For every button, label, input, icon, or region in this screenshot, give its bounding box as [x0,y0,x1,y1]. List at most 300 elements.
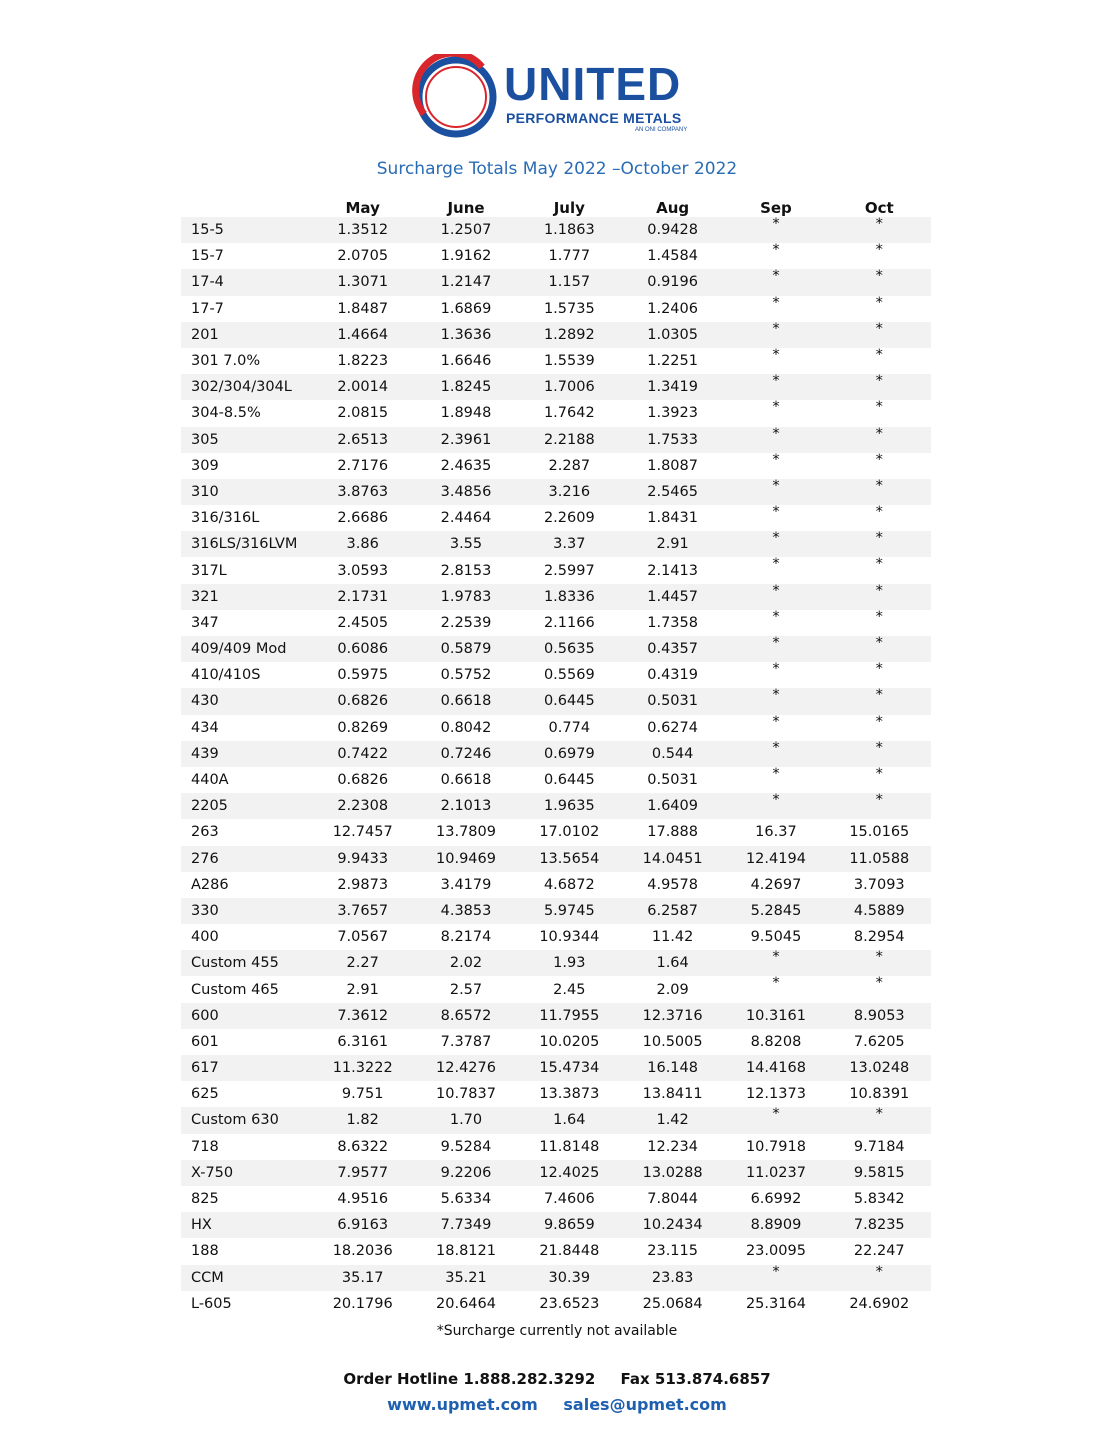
surcharge-cell: 8.9053 [828,1003,931,1029]
table-row [181,819,931,845]
table-row [181,400,931,426]
table-row [181,1160,931,1186]
surcharge-cell: 2.6513 [311,427,414,453]
grade-cell: 301 7.0% [191,353,261,370]
grade-cell: 15-7 [191,248,224,265]
surcharge-cell: 35.17 [311,1265,414,1291]
surcharge-cell: 3.55 [414,531,517,557]
table-row [181,1003,931,1029]
table-row [181,662,931,688]
table-row [181,1055,931,1081]
table-row [181,1029,931,1055]
surcharge-cell: 0.774 [548,719,591,736]
grade-cell: 440A [191,772,229,789]
surcharge-cell: * [772,504,780,521]
table-row [181,767,931,793]
table-row [181,976,931,1002]
surcharge-cell: 2.1731 [311,584,414,610]
table-row [181,636,931,662]
grade-cell: 309 [191,457,219,474]
surcharge-cell: 1.7533 [621,427,724,453]
surcharge-cell: 10.7837 [436,1086,496,1103]
grade-cell: 201 [181,322,311,348]
surcharge-cell: 0.6274 [647,719,698,736]
grade-cell: 310 [181,479,311,505]
surcharge-cell: 20.1796 [332,1295,393,1312]
table-row [181,1081,931,1107]
surcharge-cell: 13.5654 [518,846,621,872]
surcharge-cell: 10.2434 [621,1212,724,1238]
surcharge-cell: 1.93 [518,950,621,976]
grade-cell: 330 [181,898,311,924]
grade-cell: 347 [191,614,219,631]
surcharge-cell: 13.0248 [828,1055,931,1081]
surcharge-cell: 1.8336 [518,584,621,610]
surcharge-cell: 1.7358 [647,614,698,631]
surcharge-cell: 18.2036 [332,1243,393,1260]
surcharge-cell: 23.83 [621,1265,724,1291]
website-link[interactable]: www.upmet.com [387,1395,538,1414]
surcharge-cell: 2.287 [548,457,591,474]
surcharge-cell: 15.0165 [849,824,910,841]
grade-cell: 321 [181,584,311,610]
surcharge-cell: 0.544 [621,741,724,767]
surcharge-cell: 20.6464 [436,1295,496,1312]
surcharge-cell: 1.3636 [414,322,517,348]
surcharge-cell: 11.8148 [539,1138,600,1155]
surcharge-cell: 2.91 [346,981,379,998]
surcharge-cell: 1.2147 [414,269,517,295]
surcharge-cell: 6.6992 [750,1191,802,1208]
footnote: *Surcharge currently not available [436,1323,678,1339]
surcharge-cell: 2.8153 [440,562,492,579]
grade-cell: Custom 630 [181,1107,311,1133]
surcharge-cell: 2.57 [449,981,483,998]
surcharge-cell: 3.216 [518,479,621,505]
surcharge-cell: * [875,713,883,730]
surcharge-cell: 17.0102 [539,824,600,841]
grade-cell: L-605 [191,1295,232,1312]
surcharge-cell: 5.2845 [724,898,827,924]
grade-cell: 305 [181,427,311,453]
surcharge-cell: * [828,531,931,557]
surcharge-cell: 7.3787 [440,1033,492,1050]
surcharge-cell: 1.64 [518,1107,621,1133]
surcharge-cell: 12.4025 [518,1160,621,1186]
surcharge-cell: * [772,242,780,259]
surcharge-cell: 0.4319 [647,667,698,684]
surcharge-cell: 0.7422 [311,741,414,767]
grade-cell: 276 [181,846,311,872]
surcharge-cell: 3.37 [518,531,621,557]
surcharge-cell: 3.86 [311,531,414,557]
grade-cell: 17-4 [181,269,311,295]
surcharge-cell: 11.42 [651,929,694,946]
grade-cell: 600 [181,1003,311,1029]
grade-cell: 601 [191,1033,219,1050]
surcharge-cell: * [828,427,931,453]
table-row [181,479,931,505]
surcharge-cell: * [772,765,780,782]
surcharge-cell: * [828,688,931,714]
surcharge-cell: * [772,661,780,678]
surcharge-cell: 9.5045 [750,929,802,946]
surcharge-cell: * [724,636,827,662]
surcharge-cell: 3.0593 [337,562,389,579]
surcharge-cell: 25.0684 [642,1295,703,1312]
surcharge-cell: 7.3612 [311,1003,414,1029]
surcharge-cell: 2.27 [311,950,414,976]
column-header: Aug [656,199,690,217]
surcharge-cell: * [828,374,931,400]
table-row [181,1291,931,1317]
surcharge-cell: * [828,322,931,348]
surcharge-cell: 8.2174 [440,929,492,946]
surcharge-cell: 1.157 [518,269,621,295]
surcharge-cell: 14.0451 [621,846,724,872]
surcharge-cell: 1.8087 [647,457,698,474]
grade-cell: 188 [191,1243,219,1260]
grade-cell: HX [181,1212,311,1238]
surcharge-cell: 2.09 [656,981,689,998]
surcharge-cell: 1.7642 [543,405,595,422]
surcharge-cell: 12.3716 [621,1003,724,1029]
surcharge-cell: 0.5031 [647,772,698,789]
surcharge-cell: 2.02 [414,950,517,976]
surcharge-cell: 1.2892 [518,322,621,348]
table-row [181,715,931,741]
surcharge-cell: 10.8391 [849,1086,910,1103]
grade-cell: 825 [191,1191,219,1208]
grade-cell: 409/409 Mod [181,636,311,662]
grade-cell: 263 [191,824,219,841]
surcharge-cell: 2.45 [553,981,586,998]
surcharge-cell: * [875,451,883,468]
surcharge-cell: 0.4357 [621,636,724,662]
surcharge-cell: 10.3161 [724,1003,827,1029]
surcharge-cell: 2.2188 [518,427,621,453]
surcharge-cell: 25.3164 [745,1295,806,1312]
grade-cell: 439 [181,741,311,767]
document-title: Surcharge Totals May 2022 –October 2022 [376,159,738,179]
surcharge-cell: 4.2697 [750,876,802,893]
table-row [181,1134,931,1160]
surcharge-cell: 22.247 [853,1243,905,1260]
grade-cell: 617 [181,1055,311,1081]
surcharge-cell: 9.2206 [414,1160,517,1186]
surcharge-cell: 9.5815 [828,1160,931,1186]
grade-cell: 302/304/304L [181,374,311,400]
table-row [181,1265,931,1291]
surcharge-cell: 2.0014 [311,374,414,400]
surcharge-cell: 1.8487 [337,300,389,317]
surcharge-cell: * [724,479,827,505]
surcharge-cell: * [875,608,883,625]
surcharge-cell: 1.9635 [518,793,621,819]
fax-number: Fax 513.874.6857 [620,1370,771,1388]
column-header: June [447,199,485,217]
contact-line [0,1370,1114,1388]
surcharge-cell: * [828,1107,931,1133]
surcharge-cell: 13.0288 [621,1160,724,1186]
surcharge-cell: * [828,636,931,662]
surcharge-cell: 1.2406 [647,300,698,317]
surcharge-cell: 9.751 [341,1086,384,1103]
surcharge-cell: 2.0705 [337,248,389,265]
surcharge-cell: 0.5879 [414,636,517,662]
surcharge-cell: 11.3222 [311,1055,414,1081]
surcharge-cell: 9.8659 [518,1212,621,1238]
surcharge-cell: 8.6572 [414,1003,517,1029]
surcharge-cell: 1.82 [311,1107,414,1133]
surcharge-cell: * [828,793,931,819]
surcharge-cell: 0.6445 [543,772,595,789]
surcharge-cell: * [724,584,827,610]
table-row [181,688,931,714]
logo-subtext: PERFORMANCE METALS [506,110,682,126]
grade-cell: 400 [191,929,219,946]
surcharge-cell: 2.5465 [621,479,724,505]
surcharge-cell: 0.5031 [621,688,724,714]
surcharge-cell: * [724,217,827,243]
surcharge-cell: 1.6409 [621,793,724,819]
surcharge-cell: 1.1863 [518,217,621,243]
surcharge-cell: * [875,294,883,311]
surcharge-cell: 2.9873 [337,876,389,893]
surcharge-cell: 12.7457 [332,824,393,841]
surcharge-cell: 0.6618 [414,688,517,714]
surcharge-cell: * [772,451,780,468]
surcharge-cell: 1.7006 [518,374,621,400]
surcharge-cell: 1.8245 [414,374,517,400]
grade-cell: 410/410S [191,667,261,684]
surcharge-cell: 0.5569 [543,667,595,684]
surcharge-cell: 6.9163 [311,1212,414,1238]
surcharge-cell: 7.7349 [414,1212,517,1238]
surcharge-cell: 1.9783 [414,584,517,610]
surcharge-cell: 4.6872 [543,876,595,893]
grade-cell: 317L [191,562,227,579]
surcharge-cell: 15.4734 [518,1055,621,1081]
surcharge-cell: 17.888 [647,824,698,841]
table-row [181,872,931,898]
surcharge-cell: 1.8948 [440,405,492,422]
surcharge-cell: * [875,242,883,259]
surcharge-cell: 16.148 [621,1055,724,1081]
table-row [181,531,931,557]
grade-cell: X-750 [181,1160,311,1186]
grade-cell: 304-8.5% [191,405,261,422]
surcharge-cell: 7.8044 [647,1191,698,1208]
table-row [181,269,931,295]
table-row [181,374,931,400]
surcharge-cell: * [724,427,827,453]
surcharge-cell: 0.5752 [440,667,492,684]
surcharge-cell: 13.3873 [539,1086,600,1103]
surcharge-cell: 3.4856 [414,479,517,505]
surcharge-cell: * [828,217,931,243]
surcharge-cell: 8.2954 [853,929,905,946]
surcharge-cell: * [724,531,827,557]
surcharge-cell: 8.6322 [337,1138,389,1155]
surcharge-cell: 4.5889 [828,898,931,924]
surcharge-cell: * [772,713,780,730]
surcharge-cell: 23.115 [647,1243,698,1260]
surcharge-cell: 2.4635 [440,457,492,474]
surcharge-cell: 9.7184 [853,1138,905,1155]
surcharge-cell: 1.3419 [621,374,724,400]
surcharge-cell: 11.7955 [518,1003,621,1029]
surcharge-cell: 1.4584 [647,248,698,265]
column-header: Sep [760,199,792,217]
surcharge-cell: * [724,1265,827,1291]
surcharge-cell: * [772,608,780,625]
surcharge-cell: 1.4457 [621,584,724,610]
surcharge-cell: * [875,661,883,678]
order-hotline: Order Hotline 1.888.282.3292 [343,1370,596,1388]
surcharge-cell: 23.6523 [539,1295,600,1312]
surcharge-cell: 1.2251 [647,353,698,370]
logo-text: UNITED [504,58,682,110]
surcharge-cell: 7.8235 [828,1212,931,1238]
grade-cell: 17-7 [191,300,224,317]
surcharge-cell: 6.3161 [337,1033,389,1050]
surcharge-cell: 1.3923 [647,405,698,422]
web-line [0,1395,1114,1414]
table-row [181,505,931,531]
surcharge-cell: 4.9516 [337,1191,389,1208]
surcharge-cell: 2.2609 [543,510,595,527]
surcharge-cell: 1.64 [621,950,724,976]
logo-ring-icon [412,54,504,140]
table-row [181,741,931,767]
surcharge-cell: * [772,399,780,416]
column-header [181,193,311,217]
table-row [181,296,931,322]
surcharge-cell: 1.8223 [337,353,389,370]
surcharge-cell: * [875,765,883,782]
surcharge-cell: 0.6086 [311,636,414,662]
grade-cell: 316/316L [191,510,260,527]
table-row [181,584,931,610]
surcharge-cell: 1.5735 [543,300,595,317]
surcharge-cell: 10.9469 [414,846,517,872]
surcharge-cell: 1.6869 [440,300,492,317]
email-link[interactable]: sales@upmet.com [563,1395,727,1414]
surcharge-cell: 1.9162 [440,248,492,265]
surcharge-cell: 0.6826 [311,688,414,714]
surcharge-cell: 2.6686 [337,510,389,527]
surcharge-cell: 4.9578 [647,876,698,893]
surcharge-cell: 7.6205 [853,1033,905,1050]
surcharge-cell: * [828,269,931,295]
grade-cell: 718 [191,1138,219,1155]
surcharge-cell: 23.0095 [745,1243,806,1260]
surcharge-cell: 2.2539 [440,614,492,631]
surcharge-cell: 3.7093 [853,876,905,893]
surcharge-cell: 21.8448 [539,1243,600,1260]
column-header: May [345,199,380,217]
surcharge-cell: 5.9745 [518,898,621,924]
grade-cell: 430 [181,688,311,714]
table-row [181,453,931,479]
surcharge-cell: 2.91 [621,531,724,557]
surcharge-cell: * [772,975,780,992]
surcharge-cell: 1.3512 [311,217,414,243]
surcharge-cell: 2.2308 [311,793,414,819]
table-row [181,950,931,976]
surcharge-cell: 2.1013 [414,793,517,819]
surcharge-cell: 4.3853 [414,898,517,924]
surcharge-cell: 9.5284 [440,1138,492,1155]
surcharge-cell: 6.2587 [621,898,724,924]
surcharge-cell: 1.2507 [414,217,517,243]
surcharge-cell: 1.6646 [440,353,492,370]
surcharge-cell: * [724,950,827,976]
surcharge-cell: 1.42 [621,1107,724,1133]
surcharge-cell: 13.8411 [642,1086,703,1103]
table-row [181,1186,931,1212]
surcharge-cell: 1.8431 [647,510,698,527]
surcharge-cell: 1.70 [414,1107,517,1133]
surcharge-cell: 3.4179 [440,876,492,893]
surcharge-cell: 2.3961 [414,427,517,453]
grade-cell: Custom 455 [181,950,311,976]
grade-cell: A286 [191,876,229,893]
surcharge-cell: 8.8909 [724,1212,827,1238]
surcharge-cell: * [875,399,883,416]
grade-cell: 625 [191,1086,219,1103]
surcharge-cell: 2.5997 [543,562,595,579]
surcharge-cell: 30.39 [518,1265,621,1291]
grade-cell: 316LS/316LVM [181,531,311,557]
surcharge-cell: * [828,741,931,767]
company-logo [412,54,712,140]
surcharge-cell: 0.8269 [337,719,389,736]
surcharge-cell: * [772,294,780,311]
table-row [181,322,931,348]
surcharge-cell: * [724,269,827,295]
table-row [181,557,931,583]
surcharge-cell: 16.37 [755,824,797,841]
surcharge-cell: 1.5539 [543,353,595,370]
table-row [181,846,931,872]
table-row [181,924,931,950]
surcharge-cell: * [875,504,883,521]
surcharge-cell: 10.9344 [539,929,600,946]
surcharge-cell: 0.9196 [621,269,724,295]
surcharge-cell: * [828,479,931,505]
table-row [181,1238,931,1264]
surcharge-cell: 5.6334 [440,1191,492,1208]
surcharge-cell: 11.0237 [724,1160,827,1186]
surcharge-cell: 0.5975 [337,667,389,684]
surcharge-cell: 3.7657 [311,898,414,924]
surcharge-cell: 2.1166 [543,614,595,631]
surcharge-cell: * [828,584,931,610]
surcharge-cell: 0.5635 [518,636,621,662]
table-row [181,793,931,819]
surcharge-cell: * [875,556,883,573]
surcharge-cell: 35.21 [414,1265,517,1291]
grade-cell: 434 [191,719,219,736]
surcharge-cell: 12.1373 [745,1086,806,1103]
surcharge-cell: 1.777 [548,248,591,265]
surcharge-cell: 7.4606 [543,1191,595,1208]
surcharge-cell: 2.4505 [337,614,389,631]
surcharge-cell: 0.6979 [518,741,621,767]
surcharge-cell: 5.8342 [853,1191,905,1208]
